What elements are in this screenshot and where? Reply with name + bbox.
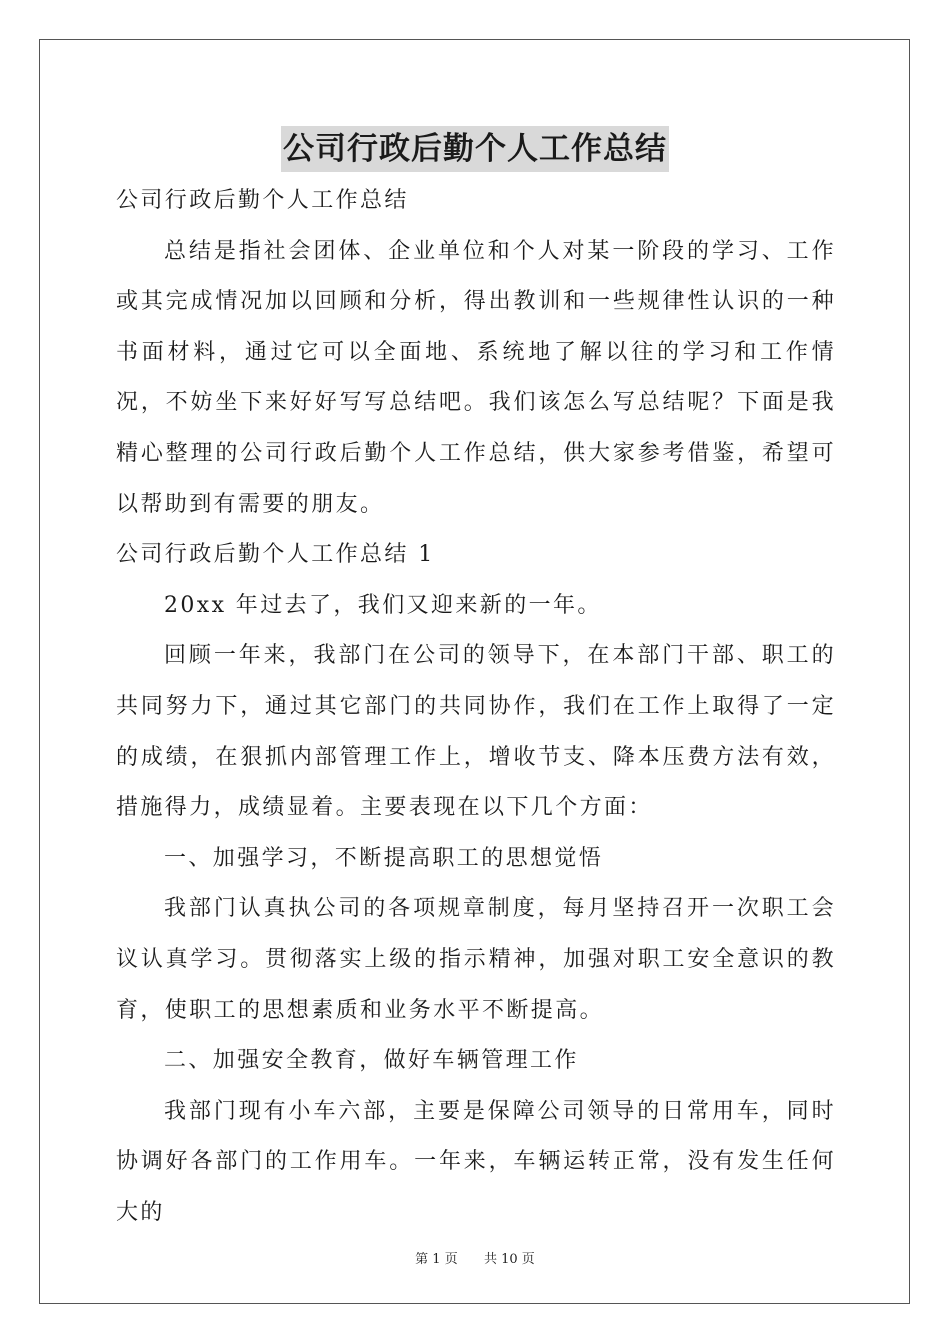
body-paragraph: 我部门认真执公司的各项规章制度，每月坚持召开一次职工会议认真学习。贯彻落实上级的指示精神，加强对职工安全意识的教育，使职工的思想素质和业务水平不断提高。 xyxy=(116,896,836,1023)
body-paragraph: 总结是指社会团体、企业单位和个人对某一阶段的学习、工作或其完成情况加以回顾和分析，得出教训和一些规律性认识的一种书面材料，通过它可以全面地、系统地了解以往的学习和工作情况，不妨坐下来好好写写总结吧。我们该怎么写总结呢？下面是我精心整理的公司行政后勤个人工作总结，供大家参考借鉴，希望可以帮助到有需要的朋友。 xyxy=(116,238,836,517)
body-paragraph: 20xx 年过去了，我们又迎来新的一年。 xyxy=(164,592,602,618)
document-title: 公司行政后勤个人工作总结 xyxy=(281,126,669,172)
page-footer xyxy=(0,1248,950,1267)
page-total: 共 10 页 xyxy=(484,1252,535,1267)
section-heading: 公司行政后勤个人工作总结 xyxy=(116,188,409,213)
page-number: 第 1 页 xyxy=(415,1252,458,1267)
subheading: 一、加强学习，不断提高职工的思想觉悟 xyxy=(164,845,604,871)
title-container xyxy=(0,126,950,172)
section-heading: 公司行政后勤个人工作总结 1 xyxy=(116,542,435,568)
subheading: 二、加强安全教育，做好车辆管理工作 xyxy=(164,1048,579,1074)
body-paragraph: 回顾一年来，我部门在公司的领导下，在本部门干部、职工的共同努力下，通过其它部门的共同协作，我们在工作上取得了一定的成绩，在狠抓内部管理工作上，增收节支、降本压费方法有效，措施得力，成绩显着。主要表现在以下几个方面： xyxy=(116,643,836,821)
document-body xyxy=(116,176,836,1238)
body-paragraph: 我部门现有小车六部，主要是保障公司领导的日常用车，同时协调好各部门的工作用车。一年来，车辆运转正常，没有发生任何大的 xyxy=(116,1098,836,1225)
